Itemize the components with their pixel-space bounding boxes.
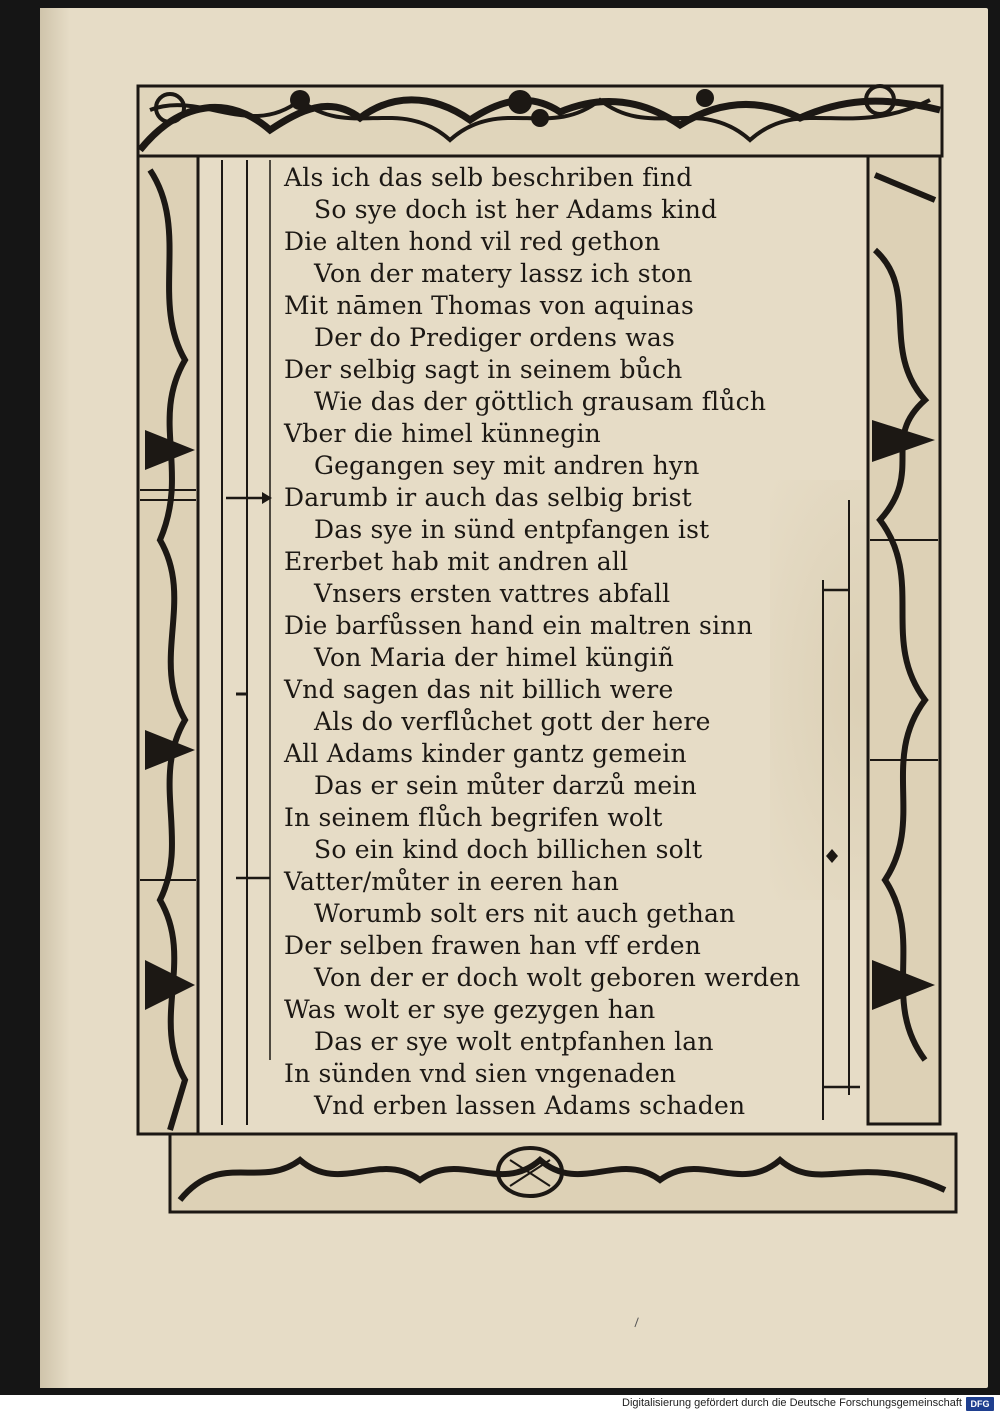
funding-credit: Digitalisierung gefördert durch die Deutsche Forschungsgemeinschaft xyxy=(622,1397,962,1409)
dfg-logo: DFG xyxy=(966,1397,994,1411)
verse-line: Vnd erben lassen Adams schaden xyxy=(314,1091,746,1120)
inner-rule-lines xyxy=(222,160,860,1125)
verse-line: Von der matery lassz ich ston xyxy=(314,259,693,288)
verse-line: Die barfůssen hand ein maltren sinn xyxy=(284,611,753,640)
verse-line: Als do verflůchet gott der here xyxy=(314,707,711,736)
verse-line: So ein kind doch billichen solt xyxy=(314,835,703,864)
woodcut-right-column xyxy=(868,156,940,1124)
verse-line: Ererbet hab mit andren all xyxy=(284,547,629,576)
woodcut-left-column xyxy=(138,156,198,1134)
verse-line: Vatter/můter in eeren han xyxy=(284,867,620,896)
woodcut-bottom-border xyxy=(170,1134,956,1212)
verse-line: Als ich das selb beschriben find xyxy=(284,163,693,192)
verse-line: In seinem flůch begrifen wolt xyxy=(284,803,663,832)
verse-line: Darumb ir auch das selbig brist xyxy=(284,483,692,512)
verse-line: Wie das der göttlich grausam flůch xyxy=(314,387,767,416)
verse-line: Das er sye wolt entpfanhen lan xyxy=(314,1027,714,1056)
verse-line: In sünden vnd sien vngenaden xyxy=(284,1059,677,1088)
verse-line: Vber die himel künnegin xyxy=(284,419,601,448)
verse-line: Worumb solt ers nit auch gethan xyxy=(314,899,736,928)
verse-line: Die alten hond vil red gethon xyxy=(284,227,661,256)
verse-line: Mit nāmen Thomas von aquinas xyxy=(284,291,695,320)
verse-line: Der do Prediger ordens was xyxy=(314,323,676,352)
verse-line: Das sye in sünd entpfangen ist xyxy=(314,515,710,544)
verse-line: So sye doch ist her Adams kind xyxy=(314,195,718,224)
verse-line: Der selbig sagt in seinem bůch xyxy=(284,355,683,384)
verse-line: Gegangen sey mit andren hyn xyxy=(314,451,700,480)
digitization-footer xyxy=(0,1395,1000,1415)
verse-line: Von der er doch wolt geboren werden xyxy=(314,963,801,992)
verse-line: Was wolt er sye gezygen han xyxy=(284,995,656,1024)
verse-line: Von Maria der himel küngiñ xyxy=(314,643,675,672)
woodcut-top-border xyxy=(138,86,942,156)
verse-line: Das er sein můter darzů mein xyxy=(314,771,697,800)
verse-line: Vnsers ersten vattres abfall xyxy=(314,579,671,608)
verse-line: All Adams kinder gantz gemein xyxy=(284,739,687,768)
verse-line: Der selben frawen han vff erden xyxy=(284,931,702,960)
verse-line: Vnd sagen das nit billich were xyxy=(284,675,674,704)
